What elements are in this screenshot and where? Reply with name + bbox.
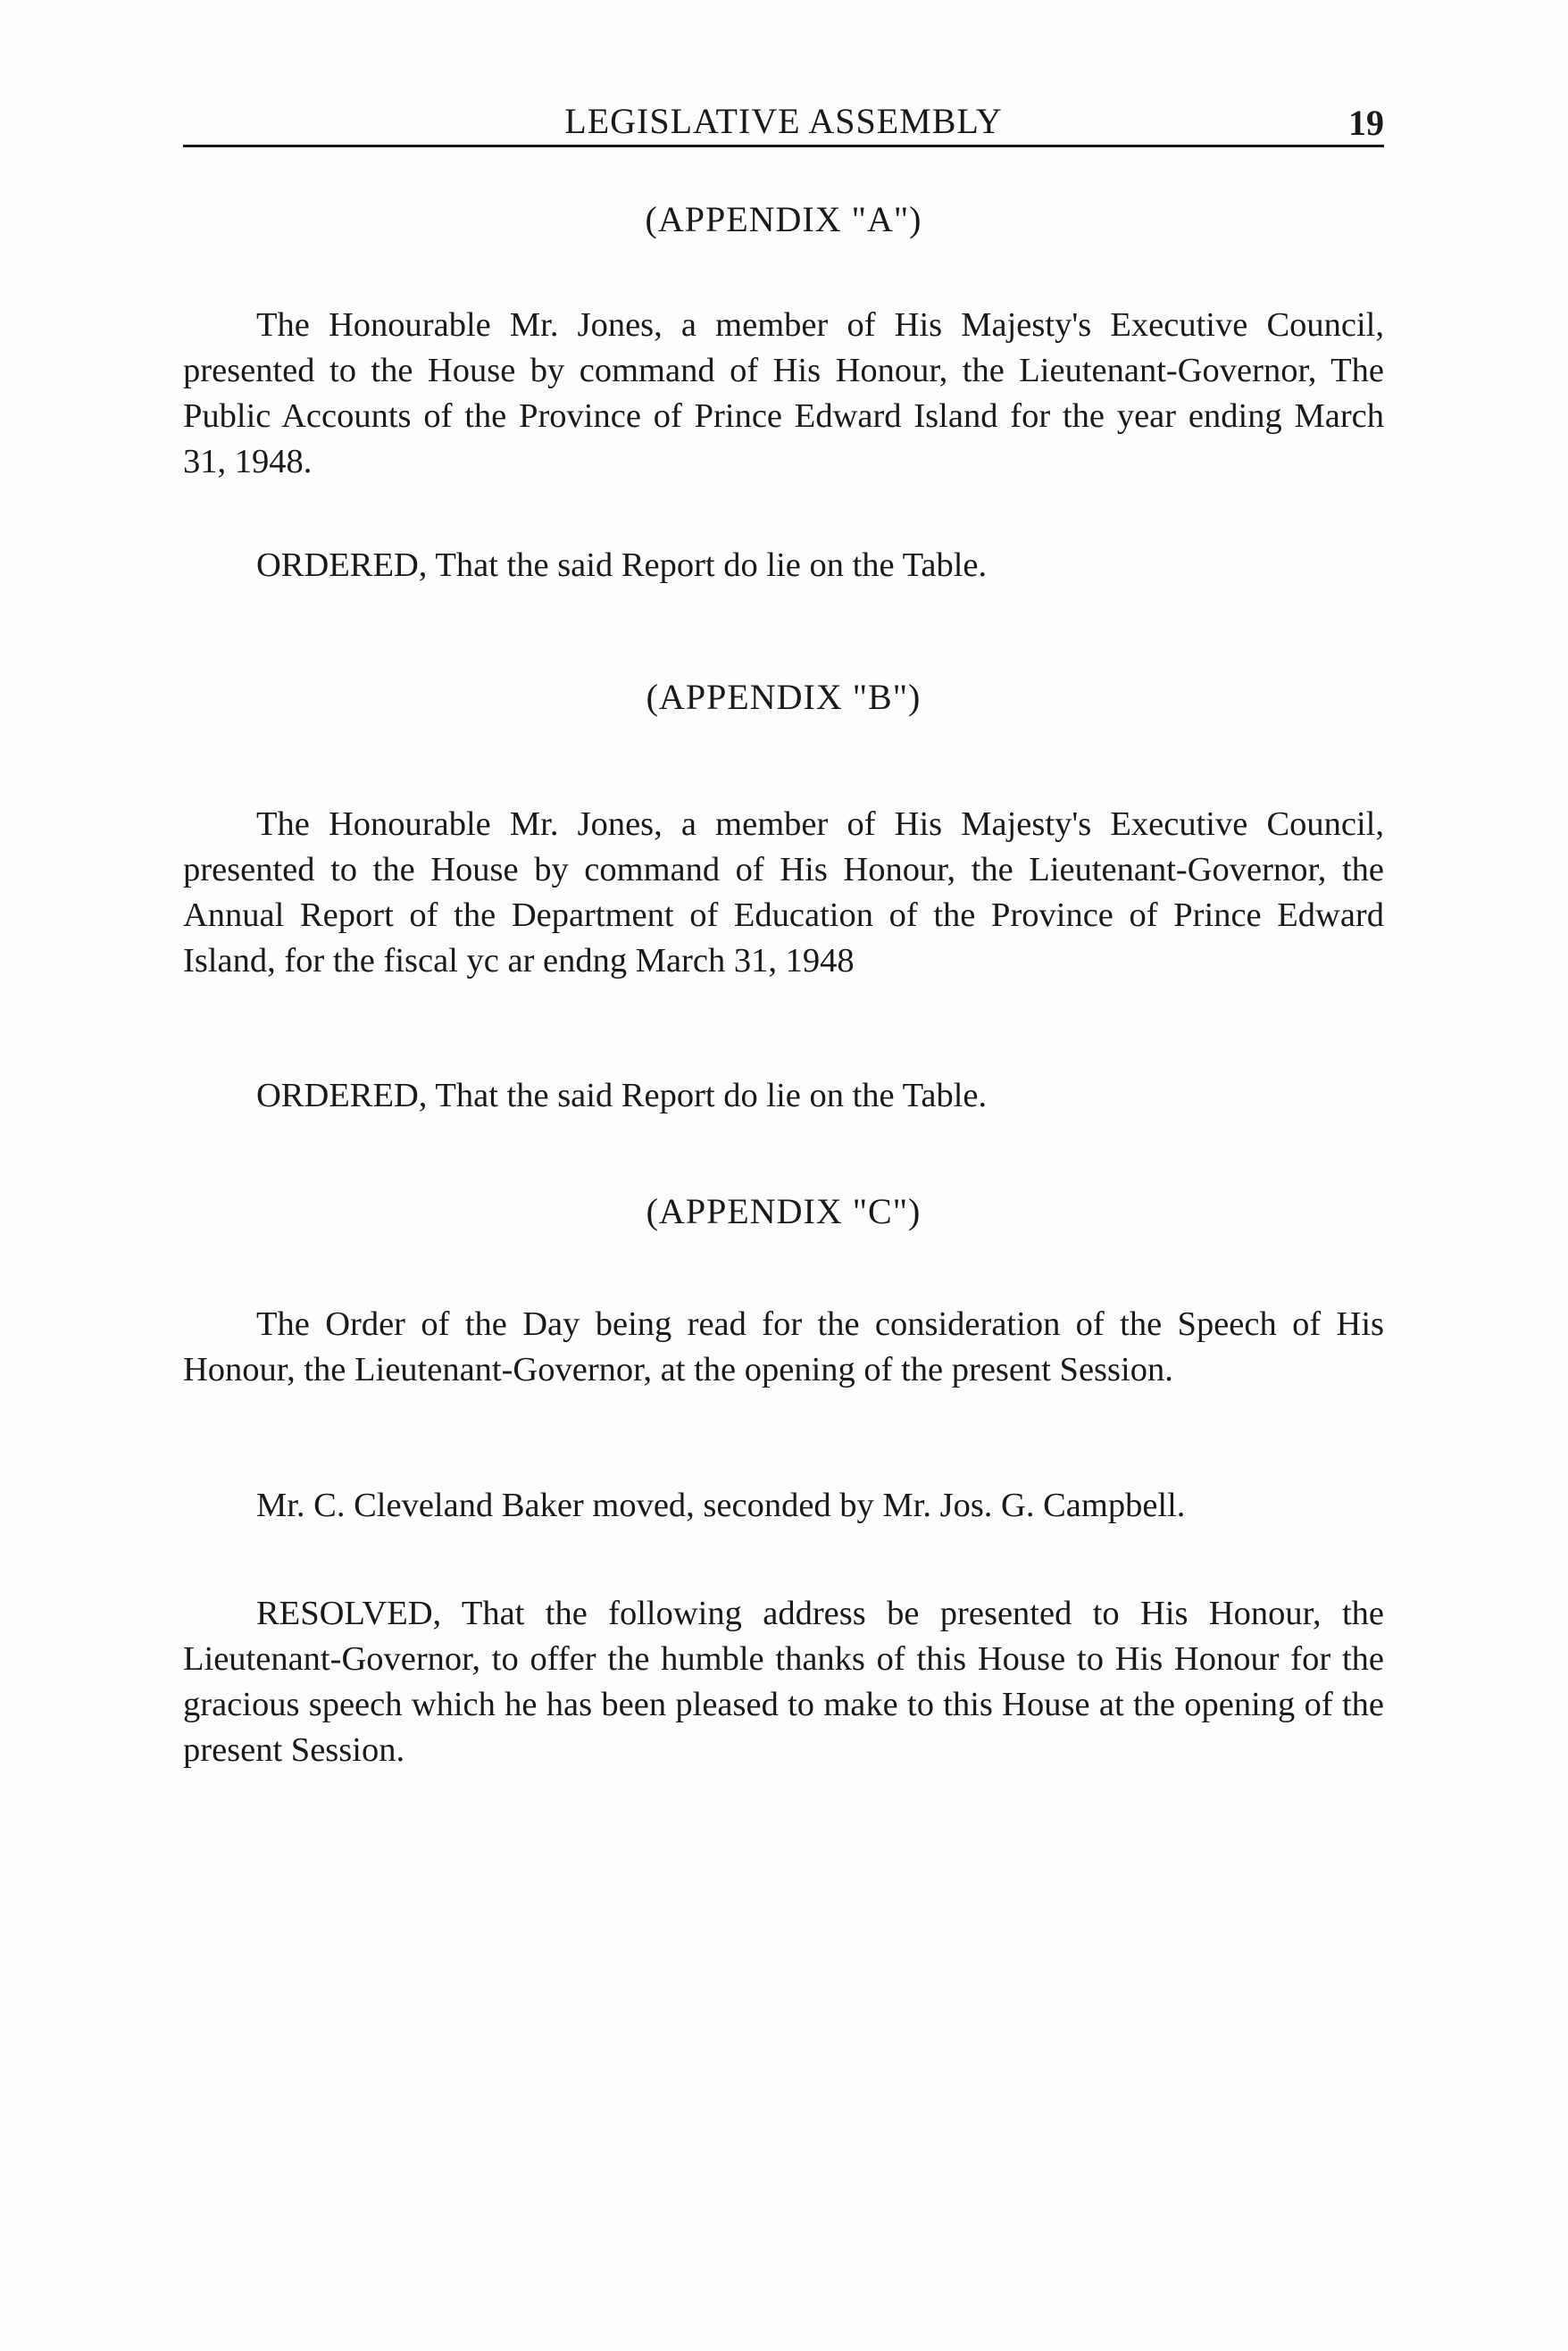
appendix-a-body: The Honourable Mr. Jones, a member of His Majesty's Executive Council, presented to the House by command of His Honour, the Lieutenant-Governor, The Public Accounts of the Province of Prince Edward Island for the year ending March 31, 1948. — [183, 306, 1384, 480]
header-rule — [183, 145, 1384, 147]
appendix-c-heading: (APPENDIX "C") — [646, 1191, 922, 1231]
running-title: LEGISLATIVE ASSEMBLY — [564, 101, 1003, 141]
page-number: 19 — [1348, 103, 1384, 143]
appendix-c-resolution: RESOLVED, That the following address be presented to His Honour, the Lieutenant-Governor, to offer the humble thanks of this House to His Honour for the gracious speech which he has been pleased to make to this House at the opening of the present Session. — [183, 1595, 1384, 1769]
appendix-c-body: The Order of the Day being read for the consideration of the Speech of His Honour, the Lieutenant-Governor, at the opening of the present Session. — [183, 1305, 1384, 1388]
appendix-b-heading: (APPENDIX "B") — [646, 677, 922, 717]
appendix-a-heading: (APPENDIX "A") — [645, 199, 922, 239]
appendix-a-order: ORDERED, That the said Report do lie on the Table. — [256, 546, 988, 584]
appendix-b-order: ORDERED, That the said Report do lie on the Table. — [256, 1077, 988, 1114]
appendix-b-body: The Honourable Mr. Jones, a member of His Majesty's Executive Council, presented to the House by command of His Honour, the Lieutenant-Governor, the Annual Report of the Department of Education of the Province of Prince Edward Island, for the fiscal yc ar endng March 31, 1948 — [183, 805, 1384, 980]
appendix-c-motion: Mr. C. Cleveland Baker moved, seconded by Mr. Jos. G. Campbell. — [256, 1487, 1186, 1524]
